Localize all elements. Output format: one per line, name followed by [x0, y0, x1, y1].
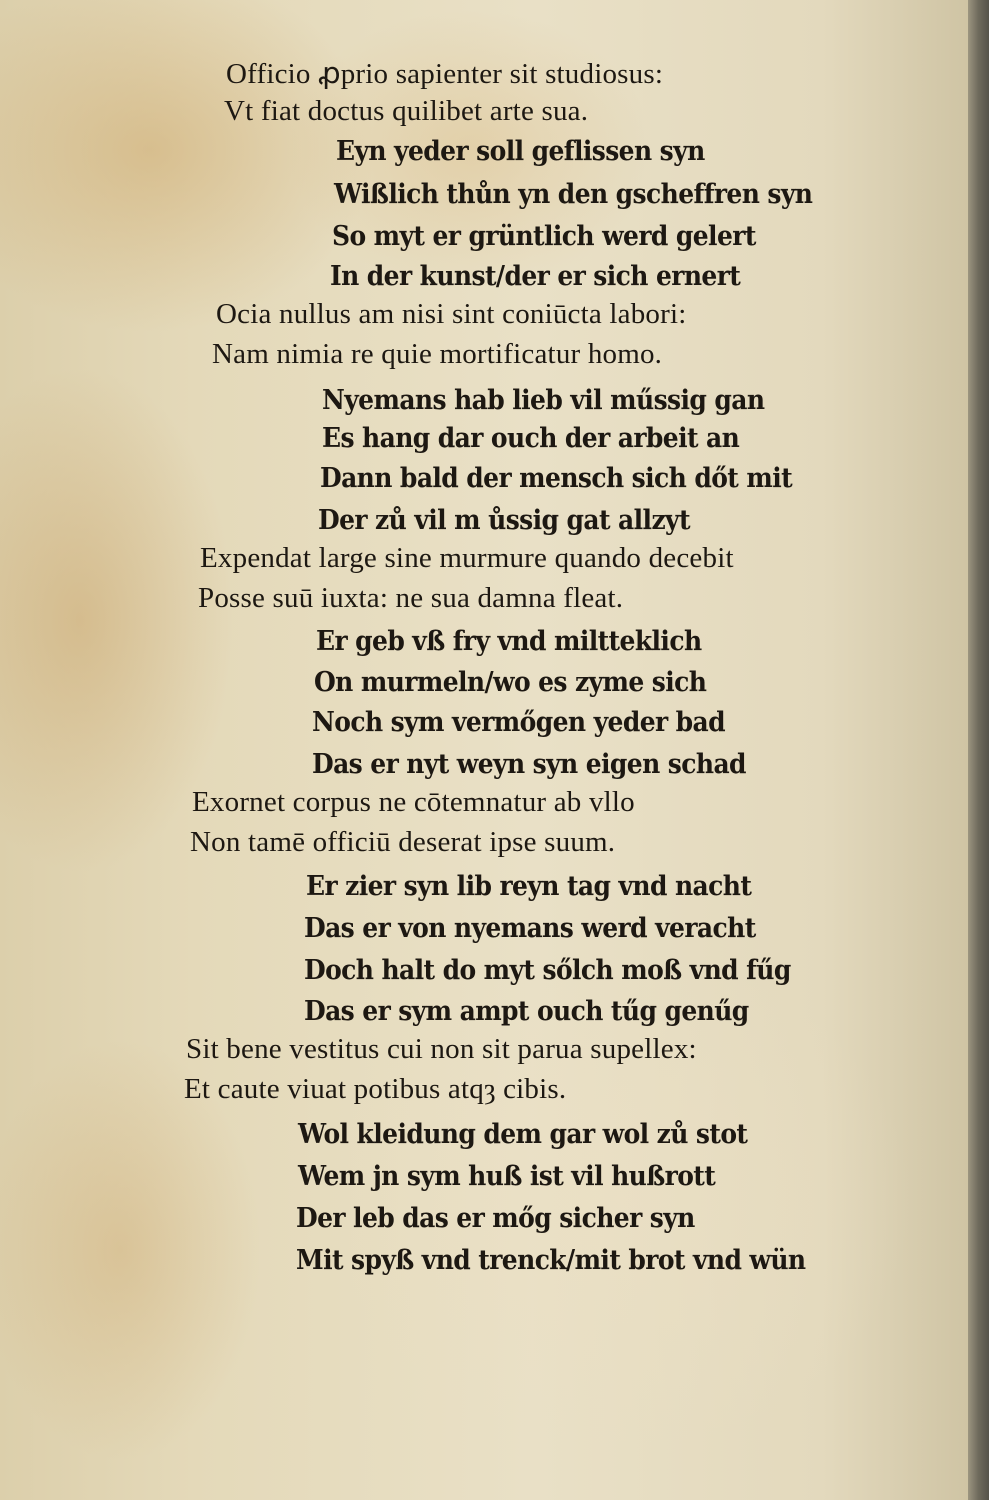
latin-line: Ocia nullus am nisi sint coniūcta labori:	[216, 298, 687, 330]
german-line: Nyemans hab lieb vil műssig gan	[322, 384, 765, 416]
german-line: Doch halt do myt sőlch moß vnd fűg	[304, 954, 791, 986]
german-line: Wißlich thůn yn den gscheffren syn	[334, 178, 813, 210]
german-line: Der leb das er mőg sicher syn	[296, 1202, 695, 1234]
german-line: Mit spyß vnd trenck/mit brot vnd wün	[296, 1244, 806, 1276]
latin-line: Exornet corpus ne cōtemnatur ab vllo	[192, 786, 635, 818]
german-line: So myt er grüntlich werd gelert	[332, 220, 756, 252]
german-line: Das er nyt weyn syn eigen schad	[312, 748, 746, 780]
latin-line: Expendat large sine murmure quando decebit	[200, 542, 734, 574]
german-line: Dann bald der mensch sich dőt mit	[320, 462, 793, 494]
german-line: Er geb vß fry vnd miltteklich	[316, 625, 702, 657]
german-line: Der zů vil m ůssig gat allzyt	[318, 504, 690, 536]
german-line: Er zier syn lib reyn tag vnd nacht	[306, 870, 752, 902]
latin-line: Posse suū iuxta: ne sua damna fleat.	[198, 582, 624, 614]
latin-line: Sit bene vestitus cui non sit parua supellex:	[186, 1033, 697, 1065]
latin-line: Non tamē officiū deserat ipse suum.	[190, 826, 616, 858]
latin-line: Et caute viuat potibus atqȝ cibis.	[184, 1073, 567, 1105]
german-line: Noch sym vermőgen yeder bad	[312, 706, 726, 738]
latin-line: Nam nimia re quie mortificatur homo.	[212, 338, 663, 370]
german-line: Eyn yeder soll geflissen syn	[336, 135, 705, 167]
german-line: Das er sym ampt ouch tűg genűg	[304, 995, 749, 1027]
german-line: In der kunst/der er sich ernert	[330, 260, 741, 292]
german-line: Es hang dar ouch der arbeit an	[322, 422, 740, 454]
german-line: Wem jn sym huß ist vil hußrott	[298, 1160, 716, 1192]
latin-line: Vt fiat doctus quilibet arte sua.	[224, 95, 589, 127]
german-line: Wol kleidung dem gar wol zů stot	[298, 1118, 748, 1150]
book-gutter	[968, 0, 989, 1500]
latin-line: Officio ꝓprio sapienter sit studiosus:	[226, 58, 664, 90]
german-line: On murmeln/wo es zyme sich	[314, 666, 707, 698]
german-line: Das er von nyemans werd veracht	[304, 912, 756, 944]
